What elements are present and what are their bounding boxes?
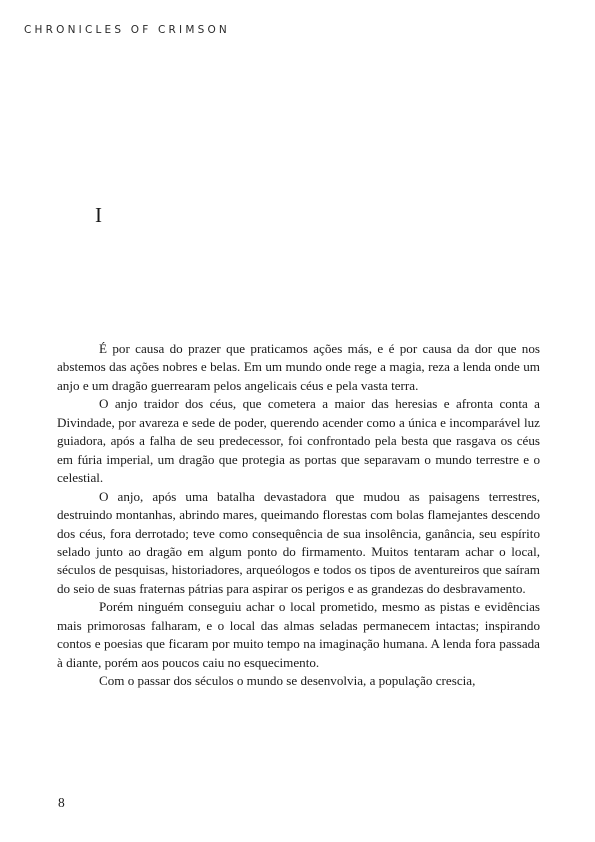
page-number: 8: [58, 795, 65, 810]
paragraph: O anjo, após uma batalha devastadora que mudou as paisagens terrestres, destruindo montanhas, abrindo mares, queimando florestas com bolas flamejantes descendo dos céus, fora derrotado; teve como consequência de sua insolência, ganância, seu espírito selado junto ao dragão em algum ponto do firmamento. Muitos tentaram achar o local, séculos de pesquisas, historiadores, arqueólogos e todos os tipos de aventureiros que saíram do seio de suas fraternas pátrias para aspirar os perigos e as grandezas do desbravamento.: [57, 488, 540, 596]
paragraph: Com o passar dos séculos o mundo se desenvolvia, a população crescia,: [99, 673, 476, 689]
body-text: [57, 340, 540, 691]
paragraph: O anjo traidor dos céus, que cometera a maior das heresias e afronta conta a Divindade, por avareza e sede de poder, querendo acender como a única e incomparável luz guiadora, após a falha de seu predecessor, foi confrontado pela besta que rasgava os céus em fúria imperial, um dragão que protegia as portas que separavam o mundo terrestre e o celestial.: [57, 396, 540, 486]
chapter-number: I: [95, 203, 102, 227]
paragraph: É por causa do prazer que praticamos ações más, e é por causa da dor que nos abstemos das ações nobres e belas. Em um mundo onde rege a magia, reza a lenda onde um anjo e um dragão guerrearam pelos angelicais céus e pela vasta terra.: [57, 341, 540, 393]
running-header: CHRONICLES OF CRIMSON: [24, 24, 230, 36]
paragraph: Porém ninguém conseguiu achar o local prometido, mesmo as pistas e evidências mais primorosas falharam, e o local das almas seladas permanecem intactas; inspirando contos e poesias que ficaram por muito tempo na imaginação humana. A lenda fora passada à diante, porém aos poucos caiu no esquecimento.: [57, 599, 540, 670]
